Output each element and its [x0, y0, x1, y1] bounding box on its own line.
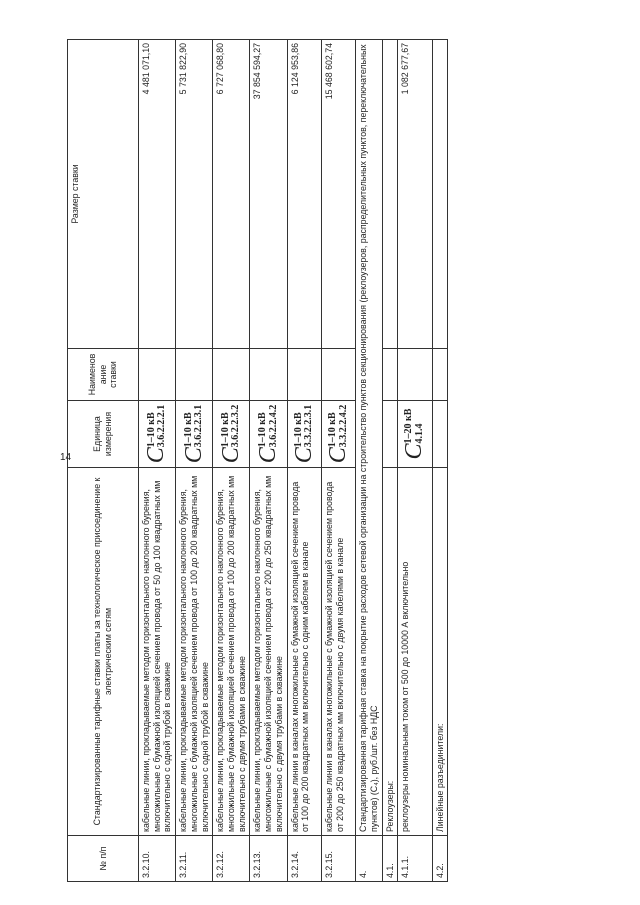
table-row — [287, 40, 321, 882]
unit-symbol — [213, 401, 250, 468]
symbol-subscript: 3.6.2.2.3.1 — [193, 404, 205, 448]
unit-symbol — [287, 401, 321, 468]
row-number: 3.2.12. — [213, 836, 250, 882]
row-number: 3.2.11. — [176, 836, 213, 882]
row-rate: 37 854 594,27 — [250, 40, 287, 349]
header-description: Стандартизированные тарифные ставки платы за технологическое присоединение к электрическим сетям — [68, 468, 139, 836]
row-rate: 6 124 953,86 — [287, 40, 321, 349]
row-description: кабельные линии, прокладываемые методом горизонтального наклонного бурения, многожильные с бумажной изоляцией сечением провода от 100 до 200 квадратных мм включительно с одной трубой в скважине — [176, 468, 213, 836]
row-number: 3.2.15. — [321, 836, 355, 882]
unit-symbol — [250, 401, 287, 468]
row-number: 3.2.14. — [287, 836, 321, 882]
symbol-letter: C — [143, 447, 170, 464]
symbol-superscript: 1–10 кВ — [327, 412, 339, 448]
row-rate — [382, 40, 398, 349]
row-description: кабельные линии в каналах многожильные с бумажной изоляцией сечением провода от 100 до 200 квадратных мм включительно с одним кабелем в канале — [287, 468, 321, 836]
row-description: Линейные разъединители: — [432, 468, 448, 836]
symbol-subscript: 3.6.2.2.3.2 — [230, 404, 242, 448]
table-row — [432, 40, 448, 882]
table-row — [398, 40, 432, 882]
row-number: 4.1.1. — [398, 836, 432, 882]
table-row — [321, 40, 355, 882]
unit-symbol — [398, 401, 432, 468]
header-unit: Единица измерения — [68, 401, 139, 468]
header-rate: Размер ставки — [68, 40, 139, 349]
row-description: кабельные линии, прокладываемые методом горизонтального наклонного бурения, многожильные с бумажной изоляцией сечением провода от 100 до 200 квадратных мм включительно с двумя трубами в скважине — [213, 468, 250, 836]
unit-symbol — [321, 401, 355, 468]
symbol-letter: C — [254, 447, 281, 464]
table-body — [139, 40, 448, 882]
symbol-index — [221, 405, 242, 448]
row-name — [250, 349, 287, 401]
symbol-superscript: 1–10 кВ — [182, 412, 194, 448]
row-rate — [432, 40, 448, 349]
symbol-superscript: 1–10 кВ — [145, 412, 157, 448]
row-unit — [382, 401, 398, 468]
row-number: 4.2. — [432, 836, 448, 882]
symbol-subscript: 3.6.2.2.4.2 — [267, 404, 279, 448]
table-row — [213, 40, 250, 882]
symbol-letter: C — [217, 447, 244, 464]
symbol-index — [147, 405, 168, 448]
table-row — [250, 40, 287, 882]
unit-symbol — [139, 401, 176, 468]
symbol-index — [258, 405, 279, 448]
header-num: № п/п — [68, 836, 139, 882]
table-row — [176, 40, 213, 882]
row-description: кабельные линии, прокладываемые методом горизонтального наклонного бурения, многожильные с бумажной изоляцией сечением провода от 50 до 100 квадратных мм включительно с одной трубой в скважине — [139, 468, 176, 836]
row-rate: 4 481 071,10 — [139, 40, 176, 349]
row-name — [321, 349, 355, 401]
row-number: 3.2.13. — [250, 836, 287, 882]
row-name — [382, 349, 398, 401]
symbol-letter: C — [324, 447, 351, 464]
symbol-superscript: 1–10 кВ — [219, 412, 231, 448]
row-description: Реклоузеры: — [382, 468, 398, 836]
table-row — [382, 40, 398, 882]
symbol-index — [328, 405, 349, 448]
row-name — [176, 349, 213, 401]
page-number: 14 — [60, 452, 72, 463]
row-name — [213, 349, 250, 401]
tariff-table — [67, 39, 448, 882]
section-row — [356, 40, 382, 882]
row-unit — [432, 401, 448, 468]
symbol-index — [294, 405, 315, 448]
row-rate: 15 468 602,74 — [321, 40, 355, 349]
symbol-subscript: 3.6.2.2.2.1 — [156, 404, 168, 448]
symbol-index — [184, 405, 205, 448]
symbol-letter: C — [401, 443, 428, 460]
row-rate: 5 731 822,90 — [176, 40, 213, 349]
symbol-subscript: 3.3.2.2.4.2 — [337, 404, 349, 448]
row-description: кабельные линии, прокладываемые методом горизонтального наклонного бурения, многожильные с бумажной изоляцией сечением провода от 200 до 250 квадратных мм включительно с двумя трубами в скважине — [250, 468, 287, 836]
symbol-letter: C — [180, 447, 207, 464]
symbol-superscript: 1–10 кВ — [292, 412, 304, 448]
symbol-superscript: 1–20 кВ — [403, 408, 415, 444]
unit-symbol — [176, 401, 213, 468]
table-header-row — [68, 40, 139, 882]
row-rate: 1 082 677,67 — [398, 40, 432, 349]
row-name — [432, 349, 448, 401]
symbol-subscript: 4.1.4 — [413, 423, 425, 444]
table-row — [139, 40, 176, 882]
header-name: Наименование ставки — [68, 349, 139, 401]
symbol-superscript: 1–10 кВ — [257, 412, 269, 448]
row-name — [287, 349, 321, 401]
symbol-subscript: 3.3.2.2.3.1 — [303, 404, 315, 448]
row-description: кабельные линии в каналах многожильные с бумажной изоляцией сечением провода от 200 до 250 квадратных мм включительно с двумя кабелями в канале — [321, 468, 355, 836]
row-rate: 6 727 068,80 — [213, 40, 250, 349]
section-description: Стандартизированная тарифная ставка на покрытие расходов сетевой организации на строительство пунктов секционирования (реклоузеров, распределительных пунктов, переключательных пунктов) (C₄), руб./шт. без НДС — [356, 40, 382, 836]
row-name — [139, 349, 176, 401]
symbol-index — [404, 409, 425, 444]
symbol-letter: C — [290, 447, 317, 464]
row-number: 4.1. — [382, 836, 398, 882]
row-number: 3.2.10. — [139, 836, 176, 882]
row-number: 4. — [356, 836, 382, 882]
row-name — [398, 349, 432, 401]
row-description: реклоузеры номинальным током от 500 до 10000 А включительно — [398, 468, 432, 836]
